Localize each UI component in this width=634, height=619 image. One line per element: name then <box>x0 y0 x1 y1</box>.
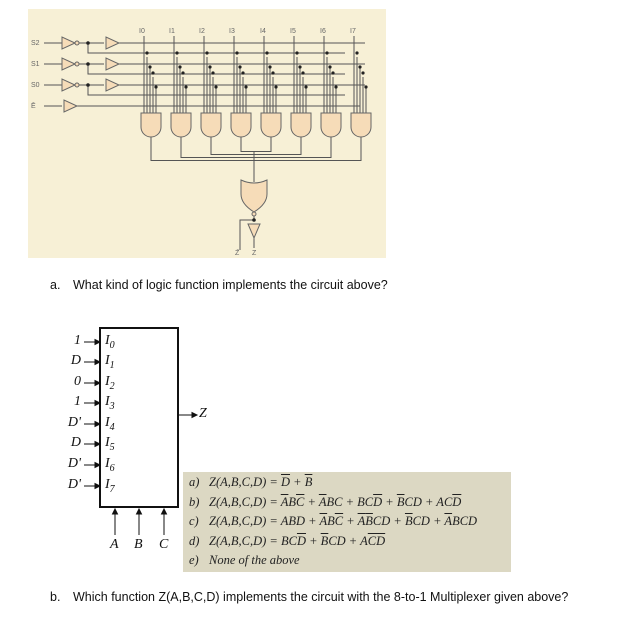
mux-input-label: $I_4$ <box>105 415 115 433</box>
and-gate <box>321 113 341 137</box>
and-gate <box>141 113 161 137</box>
mux-input-label: $I_6$ <box>105 456 115 474</box>
option-term: $\overline{CD}$ <box>367 533 386 548</box>
question-a-marker: a. <box>50 278 61 292</box>
option-term: + <box>304 494 319 509</box>
input-label-i1: I1 <box>169 28 175 35</box>
and-gate <box>261 113 281 137</box>
option-term: CD + <box>372 514 405 528</box>
mux-input-value: D' <box>67 477 81 492</box>
junction-dot <box>361 71 364 74</box>
mux-input-label: $I_5$ <box>105 435 115 453</box>
option-term: $\overline{C}$ <box>334 514 344 528</box>
option-term: $\overline{A}$ <box>357 514 366 528</box>
option-term: Z(A,B,C,D) = BC <box>209 533 297 548</box>
inversion-bubble <box>252 212 256 216</box>
mux-input-value: D <box>70 435 81 450</box>
option-term: B <box>327 514 335 528</box>
input-label-i2: I2 <box>199 28 205 35</box>
junction-dot <box>271 71 274 74</box>
junction-dot <box>295 51 298 54</box>
option-term: $\overline{B}$ <box>365 514 373 528</box>
junction-dot <box>86 83 90 87</box>
mux-input-value: 1 <box>74 394 81 409</box>
junction-dot <box>241 71 244 74</box>
enable-label: Ē <box>31 103 36 110</box>
option-term: $\overline{D}$ <box>373 494 383 509</box>
junction-dot <box>86 62 90 66</box>
junction-dot <box>304 85 307 88</box>
option-term: Z(A,B,C,D) = <box>209 475 281 489</box>
junction-dot <box>355 51 358 54</box>
question-b-text: Which function Z(A,B,C,D) implements the circuit with the 8-to-1 Multiplexer given above? <box>73 590 569 604</box>
option-term: $\overline{B}$ <box>304 475 313 489</box>
mux-select-a: A <box>110 537 119 552</box>
option-key: a) <box>189 475 200 489</box>
and-gate <box>351 113 371 137</box>
option-term: $\overline{B}$ <box>320 533 329 548</box>
option-term: $\overline{D}$ <box>452 494 462 509</box>
inversion-bubble <box>75 83 79 87</box>
mux-input-value: D <box>70 353 81 368</box>
junction-dot <box>235 51 238 54</box>
answer-option-d[interactable] <box>189 534 385 549</box>
answer-options-box <box>183 472 511 572</box>
input-label-i0: I0 <box>139 28 145 35</box>
mux-input-value: 0 <box>74 374 81 389</box>
answer-option-e[interactable] <box>189 553 300 568</box>
junction-dot <box>358 65 361 68</box>
junction-dot <box>181 71 184 74</box>
select-label-s1: S1 <box>31 61 40 68</box>
input-label-i7: I7 <box>350 28 356 35</box>
input-label-i4: I4 <box>260 28 266 35</box>
junction-dot <box>298 65 301 68</box>
arrowhead-icon <box>162 509 167 514</box>
junction-dot <box>334 85 337 88</box>
arrowhead-icon <box>192 413 197 418</box>
junction-dot <box>208 65 211 68</box>
junction-dot <box>184 85 187 88</box>
mux-output-label: Z <box>199 406 207 421</box>
option-term: + <box>382 494 397 509</box>
answer-option-c[interactable] <box>189 514 477 529</box>
junction-dot <box>274 85 277 88</box>
junction-dot <box>252 218 256 222</box>
option-term: + <box>290 475 305 489</box>
junction-dot <box>301 71 304 74</box>
and-gate <box>231 113 251 137</box>
input-label-i6: I6 <box>320 28 326 35</box>
input-label-i3: I3 <box>229 28 235 35</box>
option-key: e) <box>189 553 199 567</box>
mux-input-value: 1 <box>74 333 81 348</box>
option-term: + <box>305 533 321 548</box>
select-label-s0: S0 <box>31 82 40 89</box>
mux-input-value: D' <box>67 456 81 471</box>
answer-option-b[interactable] <box>189 495 461 510</box>
output-label-z: Z <box>252 250 257 257</box>
junction-dot <box>214 85 217 88</box>
junction-dot <box>175 51 178 54</box>
option-term: CD + A <box>328 533 368 548</box>
option-term: $\overline{A}$ <box>319 514 328 528</box>
junction-dot <box>178 65 181 68</box>
mux-input-label: $I_7$ <box>105 477 115 495</box>
mux-input-label: $I_2$ <box>105 374 115 392</box>
junction-dot <box>148 65 151 68</box>
option-term: CD + AC <box>404 494 453 509</box>
answer-option-a[interactable] <box>189 475 312 490</box>
mux-input-value: D' <box>67 415 81 430</box>
option-term: None of the above <box>209 553 300 567</box>
junction-dot <box>211 71 214 74</box>
junction-dot <box>238 65 241 68</box>
option-term: $\overline{A}$ <box>280 494 289 509</box>
junction-dot <box>205 51 208 54</box>
and-gate <box>291 113 311 137</box>
and-gate <box>171 113 191 137</box>
junction-dot <box>151 71 154 74</box>
junction-dot <box>331 71 334 74</box>
option-term: $\overline{B}$ <box>396 494 405 509</box>
select-label-s2: S2 <box>31 40 40 47</box>
junction-dot <box>364 85 367 88</box>
arrowhead-icon <box>137 509 142 514</box>
junction-dot <box>244 85 247 88</box>
option-term: CD + <box>412 514 445 528</box>
input-label-i5: I5 <box>290 28 296 35</box>
option-term: $\overline{C}$ <box>296 494 305 509</box>
junction-dot <box>86 41 90 45</box>
and-gate <box>201 113 221 137</box>
junction-dot <box>268 65 271 68</box>
mux-select-c: C <box>159 537 169 552</box>
junction-dot <box>325 51 328 54</box>
mux-select-b: B <box>134 537 143 552</box>
option-term: Z(A,B,C,D) = <box>209 494 281 509</box>
option-key: b) <box>189 494 200 509</box>
junction-dot <box>145 51 148 54</box>
mux-input-label: $I_0$ <box>105 333 115 351</box>
output-label-z-bar: Z̄ <box>235 250 240 257</box>
inversion-bubble <box>75 62 79 66</box>
junction-dot <box>265 51 268 54</box>
arrowhead-icon <box>113 509 118 514</box>
option-term: BCD <box>452 514 478 528</box>
question-b-marker: b. <box>50 590 61 604</box>
option-term: $\overline{A}$ <box>444 514 453 528</box>
option-term: Z(A,B,C,D) = ABD + <box>209 514 320 528</box>
junction-dot <box>328 65 331 68</box>
question-a-text: What kind of logic function implements the circuit above? <box>73 278 388 292</box>
option-term: $\overline{A}$ <box>318 494 327 509</box>
option-term: BC + BC <box>326 494 374 509</box>
mux-input-label: $I_1$ <box>105 353 115 371</box>
option-key: d) <box>189 533 200 548</box>
inversion-bubble <box>75 41 79 45</box>
option-term: $\overline{B}$ <box>404 514 413 528</box>
option-term: $\overline{D}$ <box>280 475 291 489</box>
junction-dot <box>154 85 157 88</box>
option-term: $\overline{D}$ <box>296 533 306 548</box>
option-term: B <box>288 494 297 509</box>
option-key: c) <box>189 514 199 528</box>
mux-input-label: $I_3$ <box>105 394 115 412</box>
option-term: + <box>343 514 358 528</box>
